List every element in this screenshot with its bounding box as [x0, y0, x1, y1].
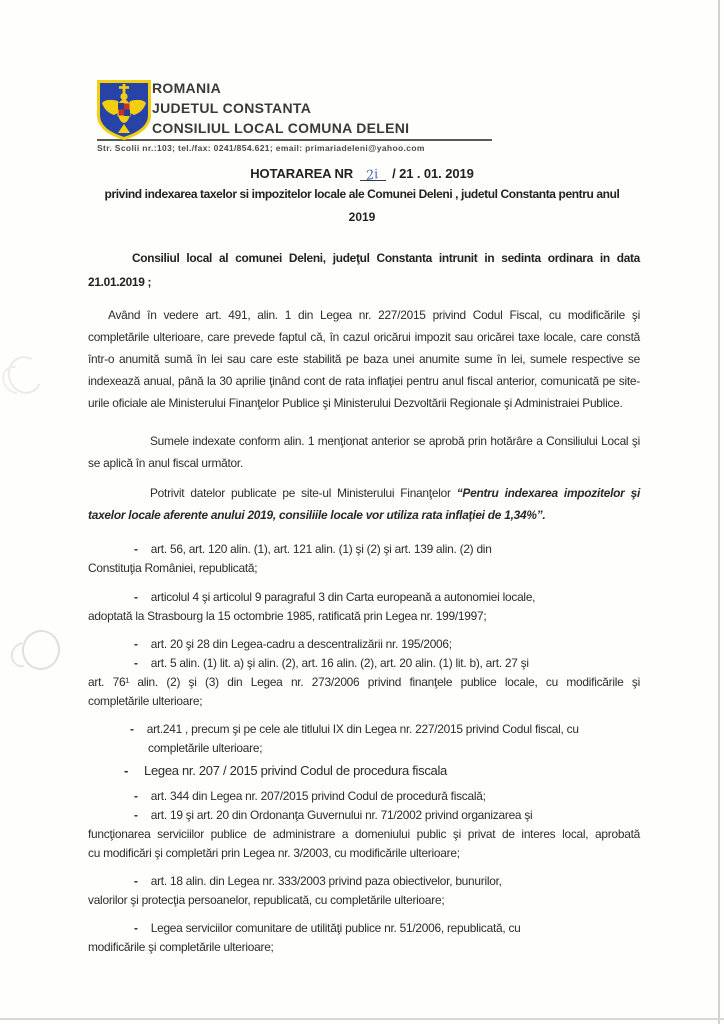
reference-line: art. 5 alin. (1) lit. a) şi alin. (2), art. 16 alin. (2), art. 20 alin. (1) lit. b), art. 27 şi — [150, 656, 529, 670]
paragraph-indexed-amounts: Sumele indexate conform alin. 1 menţionat anterior se aprobă prin hotărâre a Consiliului Local şi se aplică în anul fiscal următor. — [88, 434, 640, 470]
faint-pen-mark-icon — [3, 352, 47, 399]
reference-line: art. 56, art. 120 alin. (1), art. 121 alin. (1) şi (2) şi art. 139 alin. (2) din — [150, 542, 492, 556]
reference-line: adoptată la Strasbourg la 15 octombrie 1985, ratificată prin Legea nr. 199/1997; — [88, 609, 487, 623]
paragraph-council-meeting: Consiliul local al comunei Deleni, judeţul Constanta intrunit in sedinta ordinara in data 21.01.2019 ; — [88, 251, 640, 289]
reference-item — [88, 919, 640, 957]
paragraph-inflation-rate — [88, 482, 640, 526]
reference-item — [88, 540, 640, 578]
org-council: CONSILIUL LOCAL COMUNA DELENI — [152, 120, 410, 136]
reference-item — [88, 806, 640, 863]
document-body — [88, 246, 640, 957]
header-rule — [97, 139, 492, 141]
list-dash: - — [134, 542, 138, 556]
list-dash: - — [124, 763, 129, 778]
reference-line: articolul 4 şi articolul 9 paragraful 3 din Carta europeană a autonomiei locale, — [150, 590, 536, 604]
org-county: JUDETUL CONSTANTA — [152, 100, 312, 116]
list-dash: - — [134, 789, 138, 803]
org-country: ROMANIA — [152, 80, 221, 96]
reference-line: completările ulterioare; — [88, 694, 203, 708]
reference-line: art. 344 din Legea nr. 207/2015 privind Codul de procedură fiscală; — [150, 789, 486, 803]
list-dash: - — [134, 656, 138, 670]
reference-item — [88, 872, 640, 910]
reference-item — [88, 588, 640, 626]
list-dash: - — [134, 921, 138, 935]
decision-title-date: / 21 . 01. 2019 — [392, 166, 474, 181]
reference-line: completările ulterioare; — [148, 741, 263, 755]
list-dash: - — [134, 874, 138, 888]
legal-references-list — [88, 540, 640, 957]
list-dash: - — [134, 808, 138, 822]
decision-title-pre: HOTARAREA NR — [250, 166, 354, 181]
list-dash: - — [134, 590, 138, 604]
reference-line: Legea serviciilor comunitare de utilităţi publice nr. 51/2006, republicată, cu — [150, 921, 521, 935]
reference-line: art.241 , precum şi pe cele ale titlului IX din Legea nr. 227/2015 privind Codul fiscal, cu — [146, 722, 579, 736]
inflation-rate-quote: “Pentru indexarea impozitelor şi taxelor locale aferente anului 2019, consiliile locale vor utiliza rata inflaţiei de 1,34%”. — [88, 486, 640, 522]
decision-subtitle-line1: privind indexarea taxelor si impozitelor locale ale Comunei Deleni , judetul Constanta pentru anul — [104, 187, 620, 201]
coat-of-arms-icon — [97, 80, 151, 140]
reference-line: Legea nr. 207 / 2015 privind Codul de procedura fiscala — [144, 763, 447, 778]
letterhead — [97, 78, 642, 153]
reference-line: modificările şi completările ulterioare; — [88, 940, 274, 954]
reference-line: art. 18 alin. din Legea nr. 333/2003 privind paza obiectivelor, bunurilor, — [150, 874, 502, 888]
paragraph-legal-basis: Având în vedere art. 491, alin. 1 din Legea nr. 227/2015 privind Codul Fiscal, cu modificările şi completările ulterioare, care prevede faptul că, în cazul oricărui impozit sau oricărei taxe locale, care constă într-o anumită sumă în lei sau care este stabilită pe baza unei anumite sume în lei, sumele respective se indexează anual, până la 30 aprilie ţinând cont de rata inflaţiei pentru anul fiscal anterior, comunicată pe site-urile oficiale ale Ministerului Finanţelor Publice şi Ministerului Dezvoltării Regionale şi Administraiei Publice. — [88, 308, 640, 410]
list-dash: - — [130, 722, 134, 736]
decision-number-slot — [360, 167, 386, 184]
paragraph-inflation-rate-lead: Potrivit datelor publicate pe site-ul Ministerului Finanţelor — [150, 486, 457, 500]
reference-item — [88, 635, 640, 654]
reference-item — [88, 720, 640, 758]
reference-line: valorilor şi protecţia persoanelor, republicată, cu completările ulterioare; — [88, 893, 445, 907]
reference-line: Constituţia României, republicată; — [88, 561, 258, 575]
reference-item — [88, 787, 640, 806]
decision-subtitle-line2: 2019 — [348, 210, 376, 224]
scan-edge-right — [718, 0, 720, 1024]
org-address: Str. Scolii nr.:103; tel./fax: 0241/854.621; email: primariadeleni@yahoo.com — [97, 143, 425, 153]
decision-title — [86, 166, 638, 184]
reference-line: art. 76¹ alin. (2) şi (3) din Legea nr. 273/2006 privind finanţele publice locale, cu modificările şi — [88, 675, 640, 689]
scan-edge-bottom — [0, 1018, 724, 1020]
reference-item — [88, 761, 640, 780]
reference-item — [88, 654, 640, 711]
reference-line: funcţionarea serviciilor publice de administrare a domeniului public şi privat de interes local, aprobată — [88, 827, 640, 841]
list-dash: - — [134, 637, 138, 651]
faint-pen-mark-icon — [19, 628, 62, 673]
document-title-block — [86, 166, 638, 227]
reference-line: art. 19 şi art. 20 din Ordonanţa Guvernului nr. 71/2002 privind organizarea şi — [150, 808, 533, 822]
handwritten-decision-number: 2i — [365, 167, 380, 184]
reference-line: cu modificări şi completări prin Legea nr. 3/2003, cu modificările ulterioare; — [88, 846, 460, 860]
reference-line: art. 20 şi 28 din Legea-cadru a descentralizării nr. 195/2006; — [150, 637, 452, 651]
